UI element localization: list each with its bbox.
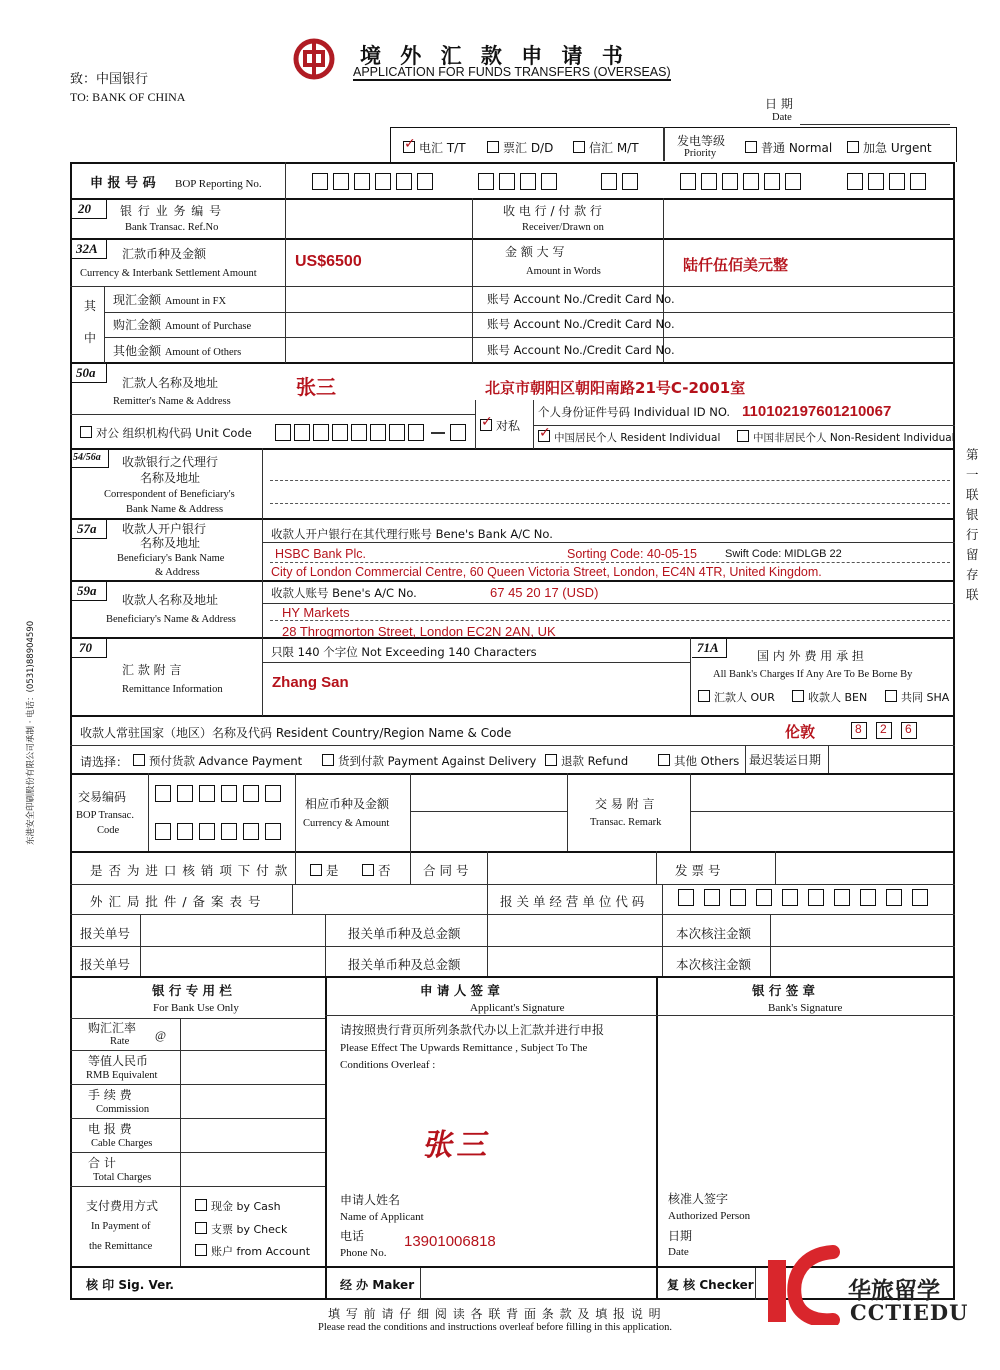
import-payment-label: 是 否 为 进 口 核 销 项 下 付 款	[90, 863, 289, 878]
customs-total-label-2: 报关单币种及总金额	[348, 957, 461, 972]
date-label-cn: 日 期	[765, 97, 793, 111]
applicant-sig-title-en: Applicant's Signature	[470, 1002, 565, 1014]
remitter-label-en: Remitter's Name & Address	[113, 396, 231, 407]
correspondent-label-cn-2: 名称及地址	[140, 471, 201, 485]
instruction-en-1: Please Effect The Upwards Remittance , Subject To The	[340, 1042, 588, 1054]
nonresident-checkbox[interactable]	[737, 430, 749, 442]
phone-value[interactable]: 13901006818	[404, 1233, 496, 1250]
bop-trans-code-boxes[interactable]	[155, 785, 295, 845]
bop-trans-label-cn: 交易编码	[78, 790, 127, 804]
correspondent-label-cn-1: 收款银行之代理行	[122, 455, 219, 469]
bank-sig-title-en: Bank's Signature	[768, 1002, 843, 1014]
private-option[interactable]: ✓ 对私	[480, 417, 520, 434]
correspondent-label-en-1: Correspondent of Beneficiary's	[104, 489, 235, 500]
bop-trans-label-en-2: Code	[97, 825, 120, 836]
pay-cash-option[interactable]: 现金 by Cash	[195, 1198, 281, 1214]
charges-label-cn: 国 内 外 费 用 承 担	[757, 649, 864, 663]
priority-label-cn: 发电等级	[677, 134, 726, 148]
bank-address-value[interactable]: City of London Commercial Centre, 60 Queen Victoria Street, London, EC4N 4TR, United Kingdom.	[271, 565, 822, 579]
footer-cn: 填 写 前 请 仔 细 阅 读 各 联 背 面 条 款 及 填 报 说 明	[328, 1307, 662, 1321]
amount-label-cn: 汇款币种及金额	[122, 247, 207, 261]
total-charges-label-en: Total Charges	[93, 1172, 152, 1183]
instruction-en-2: Conditions Overleaf :	[340, 1059, 436, 1071]
normal-checkbox[interactable]	[745, 141, 757, 153]
commission-label-cn: 手 续 费	[88, 1088, 132, 1102]
country-label: 收款人常驻国家（地区）名称及代码 Resident Country/Region Name & Code	[80, 726, 512, 740]
check-checkbox[interactable]	[195, 1222, 207, 1234]
charges-sha-option[interactable]: 共同 SHA	[885, 689, 949, 705]
other-account-label: 账号 Account No./Credit Card No.	[487, 343, 675, 357]
customs-total-label-1: 报关单币种及总金额	[348, 926, 461, 941]
sha-checkbox[interactable]	[885, 690, 897, 702]
beneficiary-name-value[interactable]: HY Markets	[282, 605, 350, 620]
bank-label-en-2: & Address	[155, 567, 200, 578]
tt-checkbox[interactable]	[403, 141, 415, 153]
checker-label: 复 核 Checker	[667, 1278, 754, 1292]
footer-en: Please read the conditions and instructions overleaf before filling in this application.	[318, 1322, 672, 1333]
delivery-checkbox[interactable]	[322, 754, 334, 766]
charges-label-en: All Bank's Charges If Any Are To Be Borne By	[713, 669, 913, 680]
fx-amount-label: 现汇金额 Amount in FX	[113, 293, 227, 307]
amount-tag: 32A	[76, 241, 98, 256]
copy-label-right: 第一联银行留存联	[966, 447, 979, 602]
charges-tag: 71A	[697, 640, 719, 655]
bank-label-cn-1: 收款人开户银行	[122, 522, 207, 536]
corporate-checkbox[interactable]	[80, 426, 92, 438]
purchase-amount-label: 购汇金额 Amount of Purchase	[113, 318, 252, 332]
country-value[interactable]: 伦敦	[785, 723, 816, 741]
urgent-checkbox[interactable]	[847, 141, 859, 153]
cable-charges-label-cn: 电 报 费	[88, 1122, 132, 1136]
remitter-tag: 50a	[76, 365, 96, 380]
info-label-en: Remittance Information	[122, 684, 223, 695]
bank-sig-title-cn: 银 行 签 章	[752, 983, 816, 998]
customs-unit-code-boxes[interactable]	[678, 889, 948, 909]
applicant-sig-title-cn: 申 请 人 签 章	[420, 983, 500, 998]
bank-use-title-en: For Bank Use Only	[153, 1002, 239, 1014]
advance-checkbox[interactable]	[133, 754, 145, 766]
refund-checkbox[interactable]	[545, 754, 557, 766]
amount-words-label-en: Amount in Words	[526, 266, 601, 277]
to-bank-en: TO: BANK OF CHINA	[70, 90, 186, 104]
ref-tag: 20	[78, 201, 91, 216]
approval-no-label: 外 汇 局 批 件 / 备 案 表 号	[90, 894, 262, 909]
beneficiary-tag: 59a	[77, 583, 97, 598]
amount-words-value[interactable]: 陆仟伍佰美元整	[683, 256, 789, 274]
account-checkbox[interactable]	[195, 1244, 207, 1256]
rate-label-en: Rate	[110, 1036, 130, 1047]
bank-use-title-cn: 银 行 专 用 栏	[152, 983, 232, 998]
payment-method-label-cn: 支付费用方式	[86, 1199, 159, 1213]
urgent-option[interactable]: 加急 Urgent	[847, 139, 932, 156]
date-label-en: Date	[772, 112, 792, 123]
no-checkbox[interactable]	[362, 864, 374, 876]
remitter-name[interactable]: 张三	[296, 375, 336, 399]
private-checkbox[interactable]	[480, 419, 492, 431]
bank-of-china-logo	[293, 38, 335, 80]
sig-ver-label: 核 印 Sig. Ver.	[86, 1278, 174, 1292]
pay-account-option[interactable]: 账户 from Account	[195, 1243, 310, 1259]
payment-method-label-en-1: In Payment of	[91, 1221, 151, 1232]
printer-label-left: 东港安全印刷股份有限公司承制 · 电话：(0531)88904590	[26, 620, 36, 845]
total-charges-label-cn: 合 计	[88, 1156, 116, 1170]
receiver-label-cn: 收 电 行 / 付 款 行	[503, 204, 602, 218]
refund-option[interactable]: 退款 Refund	[545, 753, 628, 769]
bank-date-label-cn: 日期	[668, 1229, 693, 1243]
country-code-2[interactable]: 2	[880, 722, 887, 736]
mt-checkbox[interactable]	[573, 141, 585, 153]
mt-option[interactable]: 信汇 M/T	[573, 139, 639, 156]
yes-checkbox[interactable]	[310, 864, 322, 876]
applicant-name-label-en: Name of Applicant	[340, 1211, 424, 1223]
beneficiary-account-value[interactable]: 67 45 20 17 (USD)	[490, 585, 599, 600]
ref-input[interactable]	[286, 199, 472, 238]
phone-label-en: Phone No.	[340, 1247, 387, 1259]
country-code-1[interactable]: 8	[855, 722, 862, 736]
commission-label-en: Commission	[96, 1104, 150, 1115]
bop-number-boxes[interactable]	[312, 173, 952, 193]
ref-label-en: Bank Transac. Ref.No	[125, 222, 219, 233]
bank-label-en-1: Beneficiary's Bank Name	[117, 553, 225, 564]
verify-amount-label-2: 本次核注金额	[676, 957, 752, 972]
payment-method-label-en-2: the Remittance	[89, 1241, 153, 1252]
ref-label-cn: 银 行 业 务 编 号	[120, 204, 223, 218]
amount-label-en: Currency & Interbank Settlement Amount	[80, 268, 257, 279]
info-value[interactable]: Zhang San	[272, 674, 349, 691]
import-yes-option[interactable]: 是	[310, 861, 339, 879]
currency-amount-label-en: Currency & Amount	[303, 818, 390, 829]
trans-remark-label-cn: 交 易 附 言	[595, 797, 655, 811]
contract-no-label: 合 同 号	[423, 863, 469, 878]
rmb-equivalent-label-cn: 等值人民币	[88, 1054, 149, 1068]
qizhong-label-2: 中	[84, 331, 97, 345]
bop-label-en: BOP Reporting No.	[175, 178, 262, 190]
pay-check-option[interactable]: 支票 by Check	[195, 1221, 287, 1237]
amount-words-label-cn: 金 额 大 写	[505, 245, 565, 259]
info-limit-label: 只限 140 个字位 Not Exceeding 140 Characters	[271, 645, 537, 659]
resident-option[interactable]: ✓中国居民个人 Resident Individual	[538, 430, 720, 445]
info-tag: 70	[79, 640, 92, 655]
cash-checkbox[interactable]	[195, 1199, 207, 1211]
phone-label-cn: 电话	[340, 1229, 365, 1243]
unit-code-boxes[interactable]	[275, 424, 475, 444]
form-title-en: APPLICATION FOR FUNDS TRANSFERS (OVERSEAS)	[353, 65, 671, 79]
authorized-person-label-cn: 核准人签字	[668, 1192, 729, 1206]
to-bank-cn: 致：中国银行	[70, 72, 149, 87]
qizhong-label-1: 其	[84, 299, 97, 313]
customs-no-label-2: 报关单号	[80, 957, 131, 972]
id-number-value[interactable]: 110102197601210067	[742, 403, 892, 420]
date-field-line[interactable]	[800, 124, 950, 125]
beneficiary-account-label: 收款人账号 Bene's A/C No.	[271, 586, 417, 600]
rate-at-symbol: @	[155, 1028, 167, 1042]
beneficiary-label-cn: 收款人名称及地址	[122, 593, 219, 607]
others-option[interactable]: 其他 Others	[658, 753, 739, 769]
nonresident-option[interactable]: 中国非居民个人 Non-Resident Individual	[737, 430, 955, 445]
delivery-payment-option[interactable]: 货到付款 Payment Against Delivery	[322, 753, 536, 769]
rate-label-cn: 购汇汇率	[88, 1021, 137, 1035]
id-number-label: 个人身份证件号码 Individual ID NO.	[538, 405, 731, 419]
dd-checkbox[interactable]	[487, 141, 499, 153]
verify-amount-label-1: 本次核注金额	[676, 926, 752, 941]
trans-remark-label-en: Transac. Remark	[590, 817, 662, 828]
swift-code-value[interactable]: Swift Code: MIDLGB 22	[725, 548, 842, 560]
invoice-no-label: 发 票 号	[675, 863, 721, 878]
tt-option[interactable]: ✓电汇 T/T	[403, 139, 466, 156]
receiver-label-en: Receiver/Drawn on	[522, 222, 604, 233]
info-label-cn: 汇 款 附 言	[122, 663, 182, 677]
latest-ship-date-label: 最迟装运日期	[749, 753, 822, 767]
other-amount-label: 其他金额 Amount of Others	[113, 344, 242, 358]
charges-our-option[interactable]: 汇款人 OUR	[698, 689, 775, 705]
bank-name-value[interactable]: HSBC Bank Plc.	[275, 547, 367, 561]
correspondent-tag: 54/56a	[73, 452, 101, 463]
purchase-account-label: 账号 Account No./Credit Card No.	[487, 317, 675, 331]
bank-label-cn-2: 名称及地址	[140, 536, 201, 550]
receiver-input[interactable]	[664, 199, 954, 238]
ben-checkbox[interactable]	[792, 690, 804, 702]
our-checkbox[interactable]	[698, 690, 710, 702]
import-no-option[interactable]: 否	[362, 861, 391, 879]
customs-no-label-1: 报关单号	[80, 926, 131, 941]
sort-code-value[interactable]: Sorting Code: 40-05-15	[567, 547, 697, 561]
watermark-en: CCTIEDU	[850, 1300, 969, 1325]
corporate-option[interactable]: 对公 组织机构代码 Unit Code	[80, 425, 252, 441]
normal-option[interactable]: 普通 Normal	[745, 139, 832, 156]
cctiedu-logo-icon	[763, 1240, 848, 1325]
instruction-cn: 请按照贵行背页所列条款代办以上汇款并进行申报	[340, 1023, 605, 1037]
remitter-address[interactable]: 北京市朝阳区朝阳南路21号C-2001室	[485, 379, 746, 397]
others-checkbox[interactable]	[658, 754, 670, 766]
dd-option[interactable]: 票汇 D/D	[487, 139, 553, 156]
bop-trans-label-en-1: BOP Transac.	[76, 810, 134, 821]
bank-date-label-en: Date	[668, 1246, 689, 1258]
customs-unit-code-label: 报 关 单 经 营 单 位 代 码	[500, 894, 645, 909]
beneficiary-label-en: Beneficiary's Name & Address	[106, 614, 236, 625]
watermark-cn: 华旅留学	[848, 1278, 940, 1304]
advance-payment-option[interactable]: 预付货款 Advance Payment	[133, 753, 302, 769]
charges-ben-option[interactable]: 收款人 BEN	[792, 689, 867, 705]
form-title-cn: 境 外 汇 款 申 请 书	[360, 44, 629, 68]
currency-amount-label-cn: 相应币种及金额	[305, 797, 390, 811]
amount-value[interactable]: US$6500	[295, 253, 362, 270]
choose-label: 请选择：	[80, 755, 129, 769]
authorized-person-label-en: Authorized Person	[668, 1210, 751, 1222]
bop-label-cn: 申 报 号 码	[90, 176, 156, 191]
fx-account-label: 账号 Account No./Credit Card No.	[487, 292, 675, 306]
resident-checkbox[interactable]	[538, 430, 550, 442]
rmb-equivalent-label-en: RMB Equivalent	[86, 1070, 158, 1081]
correspondent-label-en-2: Bank Name & Address	[126, 504, 224, 515]
cable-charges-label-en: Cable Charges	[91, 1138, 153, 1149]
bank-tag: 57a	[77, 521, 97, 536]
bank-account-label: 收款人开户银行在其代理行账号 Bene's Bank A/C No.	[271, 527, 553, 541]
country-code-3[interactable]: 6	[905, 722, 912, 736]
maker-label: 经 办 Maker	[340, 1278, 415, 1292]
remitter-label-cn: 汇款人名称及地址	[122, 376, 219, 390]
applicant-name-label-cn: 申请人姓名	[340, 1193, 401, 1207]
beneficiary-address-value[interactable]: 28 Throgmorton Street, London EC2N 2AN, UK	[282, 624, 556, 639]
priority-label-en: Priority	[684, 148, 717, 159]
applicant-signature[interactable]: 张三	[420, 1128, 496, 1163]
